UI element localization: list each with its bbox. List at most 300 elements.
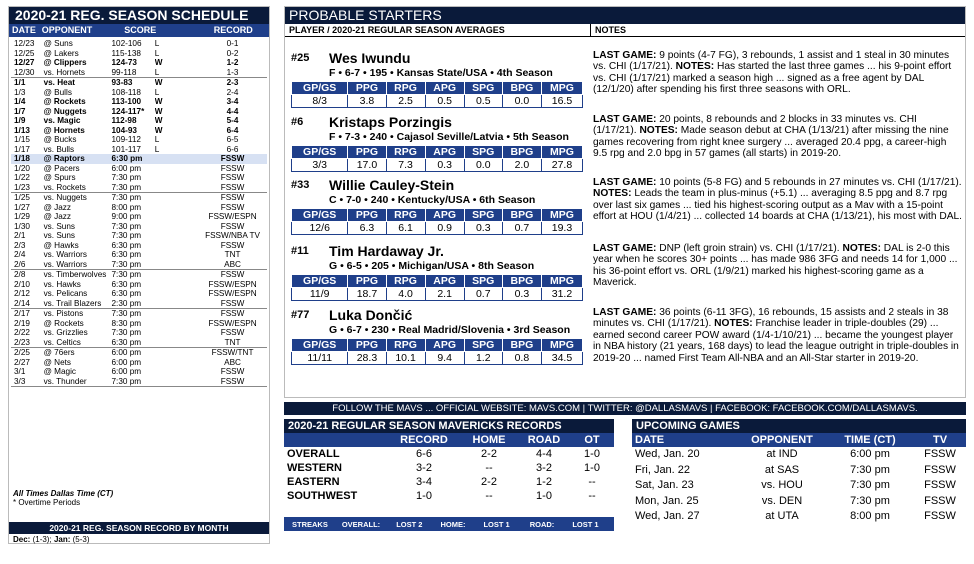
starters-subheader [285, 24, 965, 37]
starters-title: PROBABLE STARTERS [285, 7, 965, 24]
stat-value: 0.3 [464, 222, 502, 235]
streaks-label: STREAKS [292, 519, 328, 529]
schedule-row [11, 328, 267, 338]
stat-value: 9.4 [425, 352, 464, 365]
game-date: 2/3 [14, 240, 26, 250]
game-result: L [154, 144, 160, 154]
player-name: Tim Hardaway Jr. [329, 243, 444, 259]
game-result: W [154, 97, 163, 106]
stat-header: MPG [541, 82, 582, 95]
last-game-label: LAST GAME: [593, 243, 657, 254]
game-opponent: vs. Hawks [43, 279, 81, 289]
player-info: F • 7-3 • 240 • Cajasol Seville/Latvia • 5th Season [329, 131, 569, 143]
game-date: 3/1 [14, 367, 26, 376]
stat-value: 11/11 [292, 352, 348, 365]
upcoming-row [632, 447, 966, 463]
game-record: FSSW [220, 309, 245, 318]
game-opponent: vs. Grizzlies [43, 328, 88, 337]
schedule-month-group [11, 309, 267, 348]
game-record: FSSW [220, 163, 245, 173]
game-result [155, 212, 198, 222]
record-label: OVERALL [287, 448, 340, 460]
game-opponent: @ Suns [43, 39, 73, 48]
stat-value: 3/3 [292, 159, 348, 172]
game-date: 12/23 [14, 39, 35, 48]
record-label: WESTERN [287, 462, 342, 474]
stat-header: PPG [348, 275, 386, 288]
upcoming-rows [632, 447, 966, 525]
game-opponent: vs. Warriors [43, 259, 87, 269]
record-label: SOUTHWEST [287, 490, 358, 502]
game-record: TNT [224, 337, 241, 347]
stat-header: APG [425, 275, 464, 288]
schedule-row [11, 193, 267, 203]
stats-value-row [292, 288, 583, 301]
game-record: FSSW [220, 221, 245, 231]
stat-header: RPG [386, 82, 425, 95]
game-score: 113-100 [111, 97, 142, 106]
game-opponent: vs. Celtics [43, 337, 81, 347]
upcoming-row [632, 509, 966, 525]
stat-value: 3.8 [348, 95, 386, 108]
upcoming-opponent: vs. HOU [761, 479, 803, 491]
upcoming-row [632, 478, 966, 494]
game-date: 2/14 [14, 298, 30, 308]
player-notes [593, 50, 963, 96]
col-time: TIME (CT) [844, 434, 896, 446]
stat-header: SPG [464, 209, 502, 222]
game-score: 9:00 pm [111, 212, 142, 221]
upcoming-tv: FSSW [924, 494, 956, 507]
upcoming-tv: FSSW [924, 448, 956, 460]
upcoming-tv: FSSW [924, 510, 956, 522]
game-date: 1/1 [14, 78, 26, 87]
game-date: 1/17 [14, 144, 30, 154]
game-date: 1/20 [14, 163, 30, 173]
stat-value: 2.5 [386, 95, 425, 108]
game-result [155, 222, 198, 232]
schedule-row [11, 231, 267, 241]
schedule-row [11, 97, 267, 107]
stats-header-row [292, 275, 583, 288]
game-score: 6:00 pm [111, 367, 142, 376]
record-row [284, 489, 614, 503]
game-date: 2/17 [14, 309, 30, 318]
game-opponent: @ Bucks [43, 135, 77, 144]
starters-sub-left: PLAYER / 2020-21 REGULAR SEASON AVERAGES [285, 24, 591, 36]
schedule-row [11, 173, 267, 183]
record-road: 1-0 [536, 490, 552, 502]
schedule-row [11, 280, 267, 290]
schedule-row [11, 68, 267, 78]
schedule-row [11, 299, 267, 309]
game-opponent: vs. Suns [43, 221, 75, 231]
game-opponent: @ Rockets [43, 97, 86, 106]
upcoming-opponent: at UTA [765, 510, 799, 522]
stat-header: GP/GS [292, 146, 348, 159]
probable-starters-panel [284, 6, 966, 398]
streak-road-label: ROAD: [529, 519, 555, 529]
stat-value: 27.8 [541, 159, 582, 172]
game-record: 0-1 [226, 39, 239, 48]
game-record: FSSW [220, 182, 245, 192]
game-result [155, 358, 198, 368]
game-score: 108-118 [111, 87, 141, 97]
game-score: 101-117 [111, 144, 141, 154]
game-score: 7:30 pm [111, 328, 142, 337]
game-date: 2/12 [14, 289, 30, 298]
game-result: W [154, 116, 163, 125]
game-date: 1/25 [14, 193, 30, 202]
record-road: 4-4 [536, 448, 552, 460]
stat-header: BPG [502, 209, 541, 222]
record-ot: 1-0 [584, 462, 600, 474]
game-result: W [154, 106, 163, 116]
schedule-row [11, 212, 267, 222]
player-notes [593, 177, 963, 223]
stat-value: 4.0 [386, 288, 425, 301]
upcoming-date: Mon, Jan. 25 [635, 494, 699, 507]
game-date: 2/22 [14, 328, 30, 337]
game-date: 3/3 [14, 376, 26, 386]
upcoming-title: UPCOMING GAMES [632, 419, 966, 433]
last-game-label: LAST GAME: [593, 50, 657, 61]
game-score: 124-117* [111, 106, 145, 116]
schedule-row [11, 39, 267, 49]
game-result [155, 299, 198, 309]
player-stats-table [291, 274, 583, 301]
game-opponent: @ Rockets [43, 318, 84, 328]
game-date: 2/10 [14, 279, 30, 289]
game-record: FSSW/ESPN [208, 318, 257, 328]
player-number: #33 [291, 179, 310, 191]
game-record: 4-4 [226, 106, 239, 116]
game-opponent: @ Spurs [43, 173, 76, 182]
game-record: FSSW [220, 367, 245, 376]
streak-home: LOST 1 [483, 519, 510, 529]
game-opponent: vs. Pistons [43, 309, 84, 318]
schedule-row [11, 309, 267, 319]
game-record: ABC [224, 259, 241, 269]
notes-text: Franchise leader in triple-doubles (29) ... earned second career POW award (1/4-1/10/21) ... became the youngest player in NBA history (21 years, 168 days) to lead the league outright in triple-doubles in 2019-20 ... named First Team All-NBA and an All-Star starter in 2019-20. [593, 318, 959, 364]
record-ot: -- [588, 476, 596, 488]
game-record: FSSW [220, 270, 245, 279]
game-opponent: @ Pacers [43, 163, 80, 173]
player-info: C • 7-0 • 240 • Kentucky/USA • 6th Season [329, 194, 536, 206]
stat-header: SPG [464, 146, 502, 159]
game-date: 1/4 [14, 97, 26, 106]
game-score: 7:30 pm [111, 221, 142, 231]
game-date: 1/13 [14, 125, 30, 135]
col-record: RECORD [213, 25, 253, 35]
last-game-text: 36 points (6-11 3FG), 16 rebounds, 15 assists and 2 steals in 38 minutes vs. CHI (1/17/21). [593, 307, 949, 330]
game-date: 1/29 [14, 212, 30, 221]
player-name: Kristaps Porzingis [329, 114, 452, 130]
game-record: FSSW [220, 173, 245, 182]
schedule-row [11, 289, 267, 299]
stat-value: 7.3 [386, 159, 425, 172]
game-record: FSSW [220, 240, 245, 250]
game-result [155, 309, 198, 319]
records-title: 2020-21 REGULAR SEASON MAVERICKS RECORDS [284, 419, 614, 433]
stat-value: 11/9 [292, 288, 348, 301]
game-result: W [154, 78, 163, 87]
game-record: 6-6 [226, 144, 239, 154]
upcoming-tv: FSSW [924, 463, 956, 476]
schedule-row [11, 116, 267, 126]
game-record: TNT [224, 250, 241, 259]
record-home: -- [485, 462, 493, 474]
game-opponent: @ Hawks [43, 240, 79, 250]
streaks-bar [284, 517, 614, 531]
record-ot: -- [588, 490, 596, 502]
player-notes [593, 307, 963, 364]
schedule-row [11, 145, 267, 155]
upcoming-opponent: at IND [766, 448, 798, 460]
upcoming-date: Fri, Jan. 22 [635, 463, 691, 476]
game-date: 12/27 [14, 58, 35, 67]
col-opponent: OPPONENT [751, 434, 813, 446]
records-header [284, 433, 614, 447]
game-date: 2/27 [14, 357, 30, 367]
game-date: 12/25 [14, 48, 35, 58]
stat-value: 0.5 [425, 95, 464, 108]
schedule-row [11, 338, 267, 348]
game-result [155, 328, 198, 338]
stats-value-row [292, 95, 583, 108]
player-stats-table [291, 81, 583, 108]
game-result [155, 250, 198, 260]
game-score: 104-93 [111, 125, 137, 135]
game-score: 93-83 [111, 78, 133, 87]
game-score: 99-118 [111, 67, 137, 77]
stat-header: MPG [541, 339, 582, 352]
stat-header: GP/GS [292, 82, 348, 95]
record-by-month [13, 535, 90, 544]
overtime-note: * Overtime Periods [13, 498, 81, 507]
game-opponent: vs. Nuggets [43, 193, 87, 202]
schedule-row [11, 377, 267, 387]
schedule-footnote [13, 489, 113, 507]
game-result [155, 270, 198, 280]
game-result [155, 183, 198, 193]
record-row [284, 475, 614, 489]
stat-header: BPG [502, 146, 541, 159]
game-result: L [154, 48, 160, 58]
record-overall: 3-4 [416, 476, 432, 488]
stat-header: SPG [464, 82, 502, 95]
game-date: 2/8 [14, 270, 26, 279]
game-date: 1/15 [14, 135, 30, 144]
stat-header: SPG [464, 275, 502, 288]
stat-header: PPG [348, 146, 386, 159]
stat-value: 0.7 [464, 288, 502, 301]
game-date: 1/30 [14, 221, 30, 231]
stat-value: 2.1 [425, 288, 464, 301]
player-info: G • 6-5 • 205 • Michigan/USA • 8th Season [329, 260, 535, 272]
player-info: F • 6-7 • 195 • Kansas State/USA • 4th Season [329, 67, 553, 79]
schedule-month-group [11, 39, 267, 78]
schedule-month-group [11, 348, 267, 387]
notes-text: Made season debut at CHA (1/13/21) after missing the nine games recovering from right knee surgery ... averaged 20.4 ppg, a career-high 9.5 rpg and 2.0 bpg in 57 games (all starts) in 2019-20. [593, 125, 949, 160]
stats-value-row [292, 222, 583, 235]
game-date: 1/23 [14, 182, 30, 192]
game-result: L [154, 39, 160, 48]
upcoming-row [632, 494, 966, 510]
col-opponent: OPPONENT [41, 25, 93, 35]
player-number: #11 [291, 245, 309, 257]
stat-header: APG [425, 146, 464, 159]
col-score: SCORE [124, 25, 157, 35]
last-game-text: 9 points (4-7 FG), 3 rebounds, 1 assist and 1 steal in 30 minutes vs. CHI (1/17/21). [593, 50, 950, 73]
stat-header: BPG [502, 339, 541, 352]
record-label: EASTERN [287, 476, 340, 488]
streak-road: LOST 1 [572, 519, 599, 529]
stat-value: 6.1 [386, 222, 425, 235]
game-score: 6:30 pm [111, 250, 142, 259]
game-score: 7:30 pm [111, 376, 142, 386]
schedule-panel [8, 6, 270, 544]
schedule-title: 2020-21 REG. SEASON SCHEDULE [9, 7, 269, 24]
record-road: 3-2 [536, 462, 552, 474]
game-record: 2-4 [226, 87, 239, 97]
stat-header: BPG [502, 82, 541, 95]
schedule-row [11, 183, 267, 193]
game-date: 2/19 [14, 318, 30, 328]
stats-header-row [292, 146, 583, 159]
stat-value: 1.2 [464, 352, 502, 365]
schedule-row [11, 107, 267, 117]
schedule-row [11, 260, 267, 270]
stat-header: GP/GS [292, 339, 348, 352]
record-row [284, 447, 614, 461]
game-opponent: @ Jazz [43, 212, 71, 221]
game-score: 2:30 pm [111, 298, 142, 308]
last-game-label: LAST GAME: [593, 114, 657, 125]
stat-value: 0.8 [502, 352, 541, 365]
col-record: RECORD [400, 434, 448, 446]
jan-label: Jan: [53, 535, 71, 544]
player-block [285, 177, 967, 241]
schedule-list [9, 37, 269, 387]
schedule-month-group [11, 78, 267, 193]
last-game-label: LAST GAME: [593, 307, 657, 318]
upcoming-time: 7:30 pm [850, 494, 890, 507]
col-ot: OT [584, 434, 600, 446]
last-game-text: 10 points (5-8 FG) and 5 rebounds in 27 minutes vs. CHI (1/17/21). [656, 177, 962, 188]
stat-header: BPG [502, 275, 541, 288]
game-score: 6:30 pm [111, 337, 142, 347]
upcoming-row [632, 463, 966, 479]
upcoming-opponent: at SAS [764, 463, 800, 476]
stat-value: 34.5 [541, 352, 582, 365]
col-tv: TV [932, 434, 948, 446]
game-record: 1-2 [226, 58, 239, 67]
player-number: #6 [291, 116, 304, 128]
player-number: #77 [291, 309, 310, 321]
game-record: FSSW [220, 376, 245, 386]
upcoming-date: Sat, Jan. 23 [635, 479, 694, 491]
game-score: 102-106 [111, 39, 142, 48]
game-opponent: vs. Suns [43, 231, 75, 240]
game-date: 1/27 [14, 202, 30, 212]
stat-value: 16.5 [541, 95, 582, 108]
game-score: 7:30 pm [111, 259, 142, 269]
game-result [155, 280, 198, 290]
game-opponent: vs. Bulls [43, 144, 75, 154]
record-home: -- [485, 490, 493, 502]
timezone-note: All Times Dallas Time (CT) [13, 489, 114, 498]
stat-value: 10.1 [386, 352, 425, 365]
player-number: #25 [291, 52, 310, 64]
game-opponent: vs. Warriors [43, 250, 87, 259]
schedule-row [11, 319, 267, 329]
notes-text: Has started the last three games ... his 9-point effort vs. CHI (1/17/21) marked a season high ... signed as a free agent by DAL (12/1/20) after spending his first three seasons with ORL. [593, 61, 952, 96]
game-score: 109-112 [111, 135, 141, 144]
stat-value: 8/3 [292, 95, 348, 108]
stat-value: 28.3 [348, 352, 386, 365]
stat-value: 12/6 [292, 222, 348, 235]
stat-header: MPG [541, 275, 582, 288]
game-score: 7:30 pm [111, 193, 142, 202]
player-stats-table [291, 208, 583, 235]
dec-label: Dec: [13, 535, 31, 544]
record-home: 2-2 [481, 476, 497, 488]
game-result [155, 367, 198, 377]
stat-header: PPG [348, 339, 386, 352]
stat-header: APG [425, 339, 464, 352]
game-opponent: @ Lakers [43, 48, 79, 58]
stat-header: SPG [464, 339, 502, 352]
notes-text: DAL is 2-0 this year when he scores 30+ points ... has made 986 3FG and needs 14 for 1,000 ... his 36-point effort vs. ORL (1/9/21) marked his highest-scoring game as a Maverick. [593, 243, 958, 289]
notes-label: NOTES: [593, 188, 632, 200]
game-date: 12/30 [14, 67, 35, 77]
game-result [155, 164, 198, 174]
player-name: Luka Dončić [329, 307, 413, 323]
record-overall: 6-6 [416, 448, 432, 460]
stat-value: 0.9 [425, 222, 464, 235]
notes-label: NOTES: [714, 318, 753, 330]
game-record: FSSW/ESPN [208, 279, 257, 289]
game-date: 2/4 [14, 250, 26, 259]
player-name: Willie Cauley-Stein [329, 177, 455, 193]
stat-value: 17.0 [348, 159, 386, 172]
game-date: 2/6 [14, 259, 26, 269]
col-home: HOME [472, 434, 506, 446]
player-block [285, 114, 967, 178]
upcoming-time: 6:00 pm [850, 448, 890, 460]
game-date: 1/3 [14, 87, 26, 97]
game-record: FSSW [220, 193, 245, 202]
schedule-month-group [11, 270, 267, 309]
game-result [155, 231, 198, 241]
schedule-row [11, 126, 267, 136]
game-record: 0-2 [226, 48, 239, 58]
game-record: 6-5 [226, 135, 239, 144]
record-overall: 1-0 [416, 490, 432, 502]
game-record: FSSW/ESPN [208, 212, 257, 221]
schedule-row [11, 88, 267, 98]
player-block [285, 50, 967, 114]
game-result [155, 377, 198, 387]
upcoming-tv: FSSW [924, 479, 956, 491]
upcoming-time: 7:30 pm [850, 479, 890, 491]
schedule-row [11, 58, 267, 68]
upcoming-date: Wed, Jan. 27 [635, 510, 700, 522]
schedule-row [11, 222, 267, 232]
stat-header: MPG [541, 209, 582, 222]
game-result [155, 241, 198, 251]
